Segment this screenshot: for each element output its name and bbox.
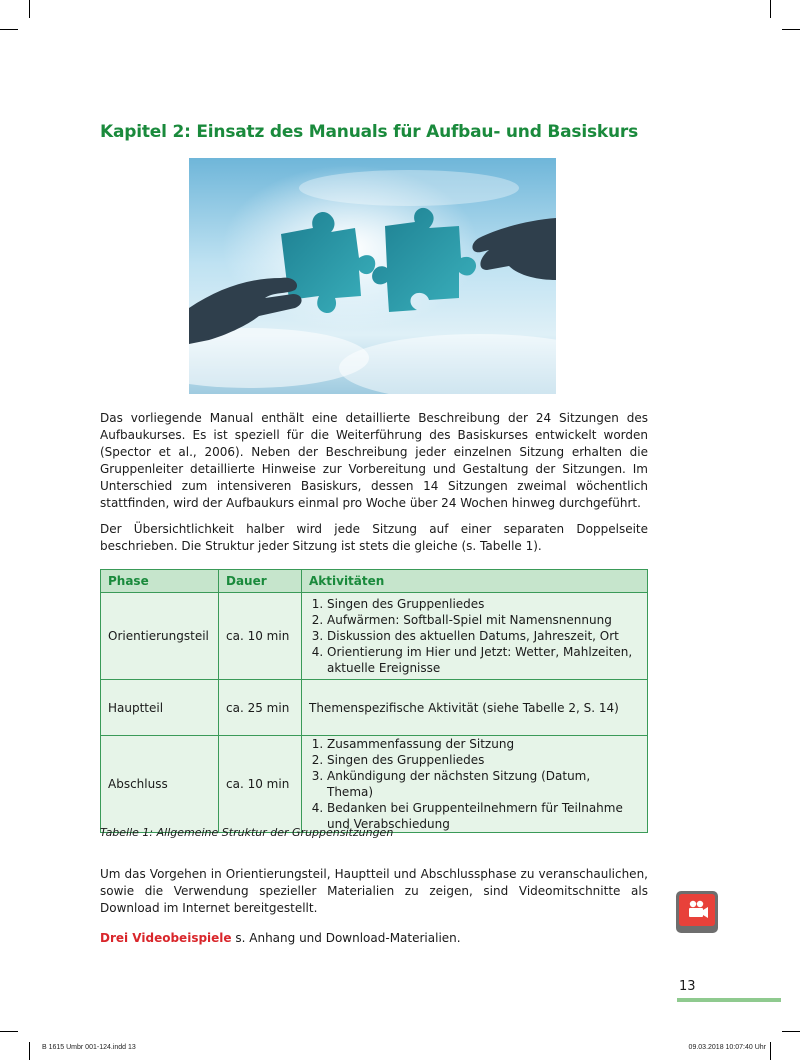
table-header: Aktivitäten: [302, 570, 648, 593]
activities-cell: [302, 736, 648, 833]
list-item: 2. Aufwärmen: Softball-Spiel mit Namensnennung: [327, 612, 640, 628]
list-item: 1. Singen des Gruppenliedes: [327, 596, 640, 612]
video-button[interactable]: [676, 891, 718, 933]
video-camera-icon: [679, 894, 715, 926]
video-reference-text: s. Anhang und Download-Materialien.: [231, 931, 461, 945]
session-structure-table: [100, 569, 648, 833]
table-caption: Tabelle 1: Allgemeine Struktur der Gruppensitzungen: [100, 826, 394, 839]
structure-paragraph: Der Übersichtlichkeit halber wird jede Sitzung auf einer separaten Doppelseite beschrieben. Die Struktur jeder Sitzung ist stets die gleiche (s. Tabelle 1).: [100, 522, 648, 553]
crop-mark: [770, 0, 771, 18]
activities-cell: [302, 593, 648, 680]
list-item: 2. Singen des Gruppenliedes: [327, 752, 640, 768]
crop-mark: [29, 0, 30, 18]
slug-right: 09.03.2018 10:07:40 Uhr: [688, 1044, 766, 1051]
crop-mark: [770, 1042, 771, 1060]
chapter-heading: Kapitel 2: Einsatz des Manuals für Aufbau- und Basiskurs: [100, 122, 638, 142]
crop-mark: [782, 1031, 800, 1032]
duration-cell: ca. 25 min: [219, 680, 302, 736]
puzzle-hands-photo: [189, 158, 556, 394]
video-paragraph: Um das Vorgehen in Orientierungsteil, Hauptteil und Abschlussphase zu veranschaulichen, sowie die Verwendung spezieller Materialien zu zeigen, sind Videomitschnitte als Download im Internet bereitgestellt.: [100, 867, 648, 915]
list-item: 3. Diskussion des aktuellen Datums, Jahreszeit, Ort: [327, 628, 640, 644]
duration-cell: ca. 10 min: [219, 593, 302, 680]
activities-cell: Themenspezifische Aktivität (siehe Tabelle 2, S. 14): [302, 680, 648, 736]
table-header-row: [101, 570, 648, 593]
duration-cell: ca. 10 min: [219, 736, 302, 833]
activities-list: [309, 736, 640, 832]
list-item: 4. Orientierung im Hier und Jetzt: Wetter, Mahlzeiten, aktuelle Ereignisse: [327, 644, 640, 676]
table-row: [101, 593, 648, 680]
crop-mark: [782, 29, 800, 30]
list-item: 1. Zusammenfassung der Sitzung: [327, 736, 640, 752]
table-row: [101, 736, 648, 833]
phase-cell: Orientierungsteil: [101, 593, 219, 680]
page-number: 13: [679, 979, 696, 994]
slug-left: B 1615 Umbr 001-124.indd 13: [42, 1044, 136, 1051]
video-reference: [100, 930, 648, 947]
crop-mark: [29, 1042, 30, 1060]
video-examples-link[interactable]: Drei Videobeispiele: [100, 931, 232, 945]
list-item: 3. Ankündigung der nächsten Sitzung (Datum, Thema): [327, 768, 640, 800]
table-header: Dauer: [219, 570, 302, 593]
phase-cell: Hauptteil: [101, 680, 219, 736]
activities-list: [309, 596, 640, 676]
table-header: Phase: [101, 570, 219, 593]
table-row: [101, 680, 648, 736]
intro-paragraph: Das vorliegende Manual enthält eine detaillierte Beschreibung der 24 Sitzungen des Aufbaukurses. Es ist speziell für die Weiterführung des Basiskurses entwickelt worden (Spector et al., 2006). Neben der Beschreibung jeder einzelnen Sitzung erhalten die Gruppenleiter detaillierte Hinweise zur Vorbereitung und Gestaltung der Sitzungen. Im Unterschied zum intensiveren Basiskurs, dessen 14 Sitzungen zweimal wöchentlich stattfinden, wird der Aufbaukurs einmal pro Woche über 24 Wochen hinweg durchgeführt.: [100, 411, 648, 510]
crop-mark: [0, 29, 18, 30]
crop-mark: [0, 1031, 18, 1032]
page-number-rule: [677, 998, 781, 1002]
phase-cell: Abschluss: [101, 736, 219, 833]
list-item: 4. Bedanken bei Gruppenteilnehmern für Teilnahme und Verabschiedung: [327, 800, 640, 832]
